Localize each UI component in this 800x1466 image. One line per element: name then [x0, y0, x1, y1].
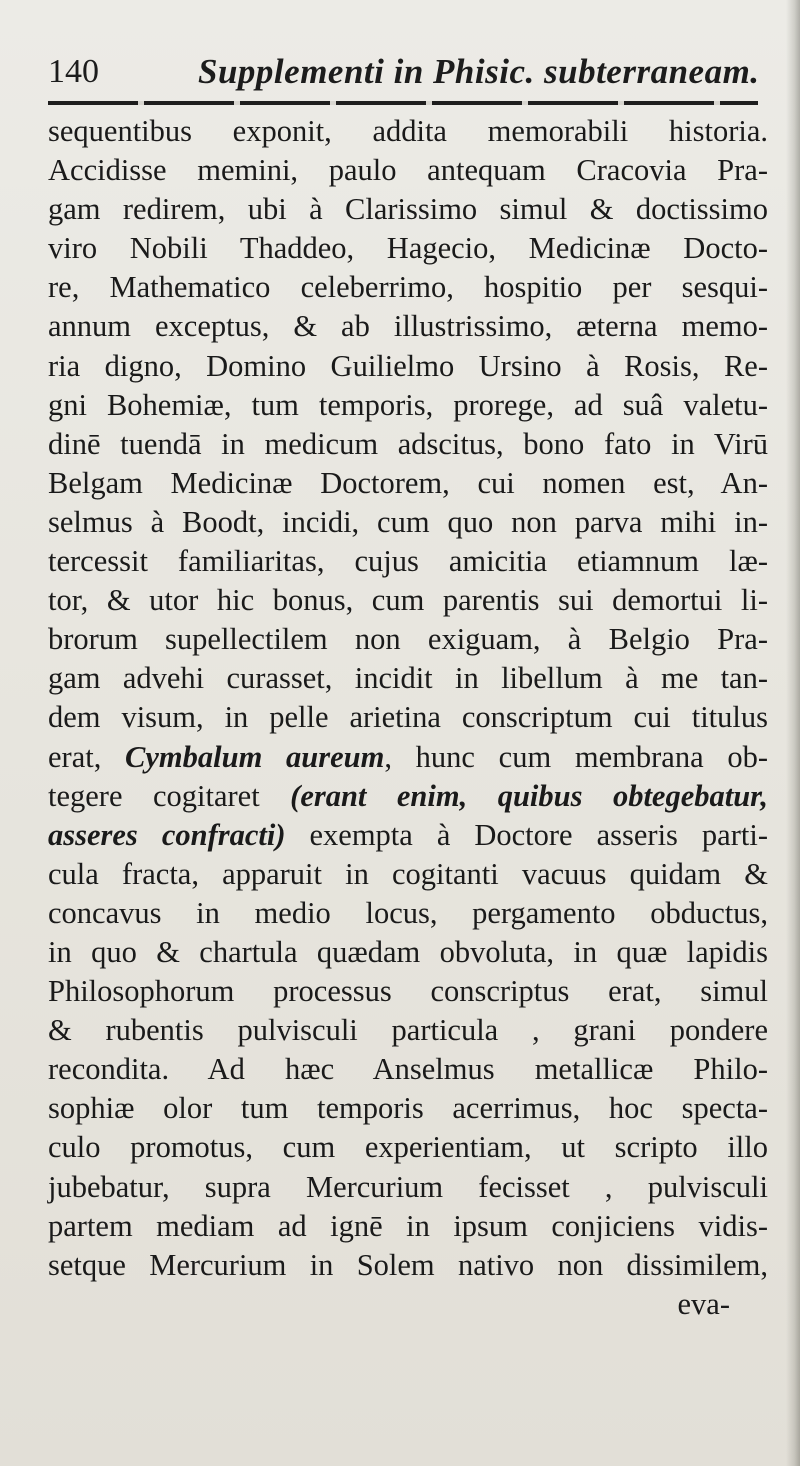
- text-line: [48, 1089, 768, 1128]
- text-line: [48, 1246, 768, 1285]
- italic-text-span: Cymbalum aureum: [125, 739, 385, 774]
- text-line: [48, 190, 768, 229]
- text-span: partem mediam ad ignē in ipsum conjiciens vidis-: [48, 1208, 768, 1243]
- text-span: exempta à Doctore asseris parti-: [285, 817, 768, 852]
- body-text: [48, 112, 768, 1324]
- text-line: [48, 698, 768, 737]
- text-span: eva-: [677, 1286, 730, 1321]
- text-span: & rubentis pulvisculi particula , grani pondere: [48, 1013, 768, 1048]
- text-line: [48, 777, 768, 816]
- text-line: [48, 1050, 768, 1089]
- text-line: [48, 1285, 768, 1324]
- text-span: in quo & chartula quædam obvoluta, in quæ lapidis: [48, 934, 768, 969]
- text-line: [48, 347, 768, 386]
- text-span: jubebatur, supra Mercurium fecisset , pulvisculi: [48, 1169, 768, 1204]
- text-span: sophiæ olor tum temporis acerrimus, hoc specta-: [48, 1091, 768, 1126]
- text-span: brorum supellectilem non exiguam, à Belgio Pra-: [48, 622, 768, 657]
- header-rule: [48, 101, 758, 105]
- text-line: [48, 933, 768, 972]
- text-span: viro Nobili Thaddeo, Hagecio, Medicinæ Docto-: [48, 231, 768, 266]
- page-edge-shadow: [786, 0, 800, 1466]
- text-line: [48, 894, 768, 933]
- running-title: Supplementi in Phisic. subterraneam.: [198, 52, 760, 91]
- page-header: [48, 52, 768, 92]
- page-number: 140: [48, 53, 99, 90]
- text-span: culo promotus, cum experientiam, ut scripto illo: [48, 1130, 768, 1165]
- text-span: cula fracta, apparuit in cogitanti vacuus quidam &: [48, 856, 768, 891]
- text-line: [48, 738, 768, 777]
- text-span: tor, & utor hic bonus, cum parentis sui demortui li-: [48, 583, 768, 618]
- text-span: erat,: [48, 739, 126, 774]
- text-span: tegere cogitaret: [48, 778, 291, 813]
- text-line: [48, 581, 768, 620]
- text-line: [48, 307, 768, 346]
- text-line: [48, 972, 768, 1011]
- text-span: concavus in medio locus, pergamento obductus,: [48, 895, 768, 930]
- text-line: [48, 542, 768, 581]
- text-span: Belgam Medicinæ Doctorem, cui nomen est, An-: [48, 465, 768, 500]
- text-span: dinē tuendā in medicum adscitus, bono fato in Virū: [48, 426, 768, 461]
- text-line: [48, 659, 768, 698]
- text-line: [48, 386, 768, 425]
- text-span: re, Mathematico celeberrimo, hospitio per sesqui-: [48, 270, 768, 305]
- text-line: [48, 268, 768, 307]
- text-span: gni Bohemiæ, tum temporis, prorege, ad suâ valetu-: [48, 387, 768, 422]
- text-line: [48, 1128, 768, 1167]
- text-span: selmus à Boodt, incidi, cum quo non parva mihi in-: [48, 504, 768, 539]
- text-span: Accidisse memini, paulo antequam Cracovia Pra-: [48, 153, 768, 188]
- text-span: sequentibus exponit, addita memorabili historia.: [48, 114, 768, 148]
- text-line: [48, 425, 768, 464]
- text-span: tercessit familiaritas, cujus amicitia etiamnum læ-: [48, 544, 768, 579]
- text-line: [48, 855, 768, 894]
- text-line: [48, 151, 768, 190]
- text-span: dem visum, in pelle arietina conscriptum cui titulus: [48, 700, 768, 735]
- text-line: [48, 464, 768, 503]
- text-line: [48, 620, 768, 659]
- text-span: ria digno, Domino Guilielmo Ursino à Rosis, Re-: [48, 348, 768, 383]
- text-line: [48, 1207, 768, 1246]
- italic-text-span: asseres confracti): [48, 817, 286, 852]
- text-line: [48, 112, 768, 151]
- text-span: gam redirem, ubi à Clarissimo simul & doctissimo: [48, 192, 768, 227]
- text-line: [48, 1011, 768, 1050]
- text-line: [48, 229, 768, 268]
- text-line: [48, 1168, 768, 1207]
- text-span: recondita. Ad hæc Anselmus metallicæ Philo-: [48, 1052, 768, 1087]
- text-line: [48, 816, 768, 855]
- text-span: Philosophorum processus conscriptus erat, simul: [48, 974, 768, 1009]
- text-span: , hunc cum membrana ob-: [384, 739, 768, 774]
- text-span: setque Mercurium in Solem nativo non dissimilem,: [48, 1247, 768, 1282]
- text-span: gam advehi curasset, incidit in libellum à me tan-: [48, 661, 768, 696]
- italic-text-span: (erant enim, quibus obtegebatur,: [290, 778, 768, 813]
- text-line: [48, 503, 768, 542]
- text-span: annum exceptus, & ab illustrissimo, æterna memo-: [48, 309, 768, 344]
